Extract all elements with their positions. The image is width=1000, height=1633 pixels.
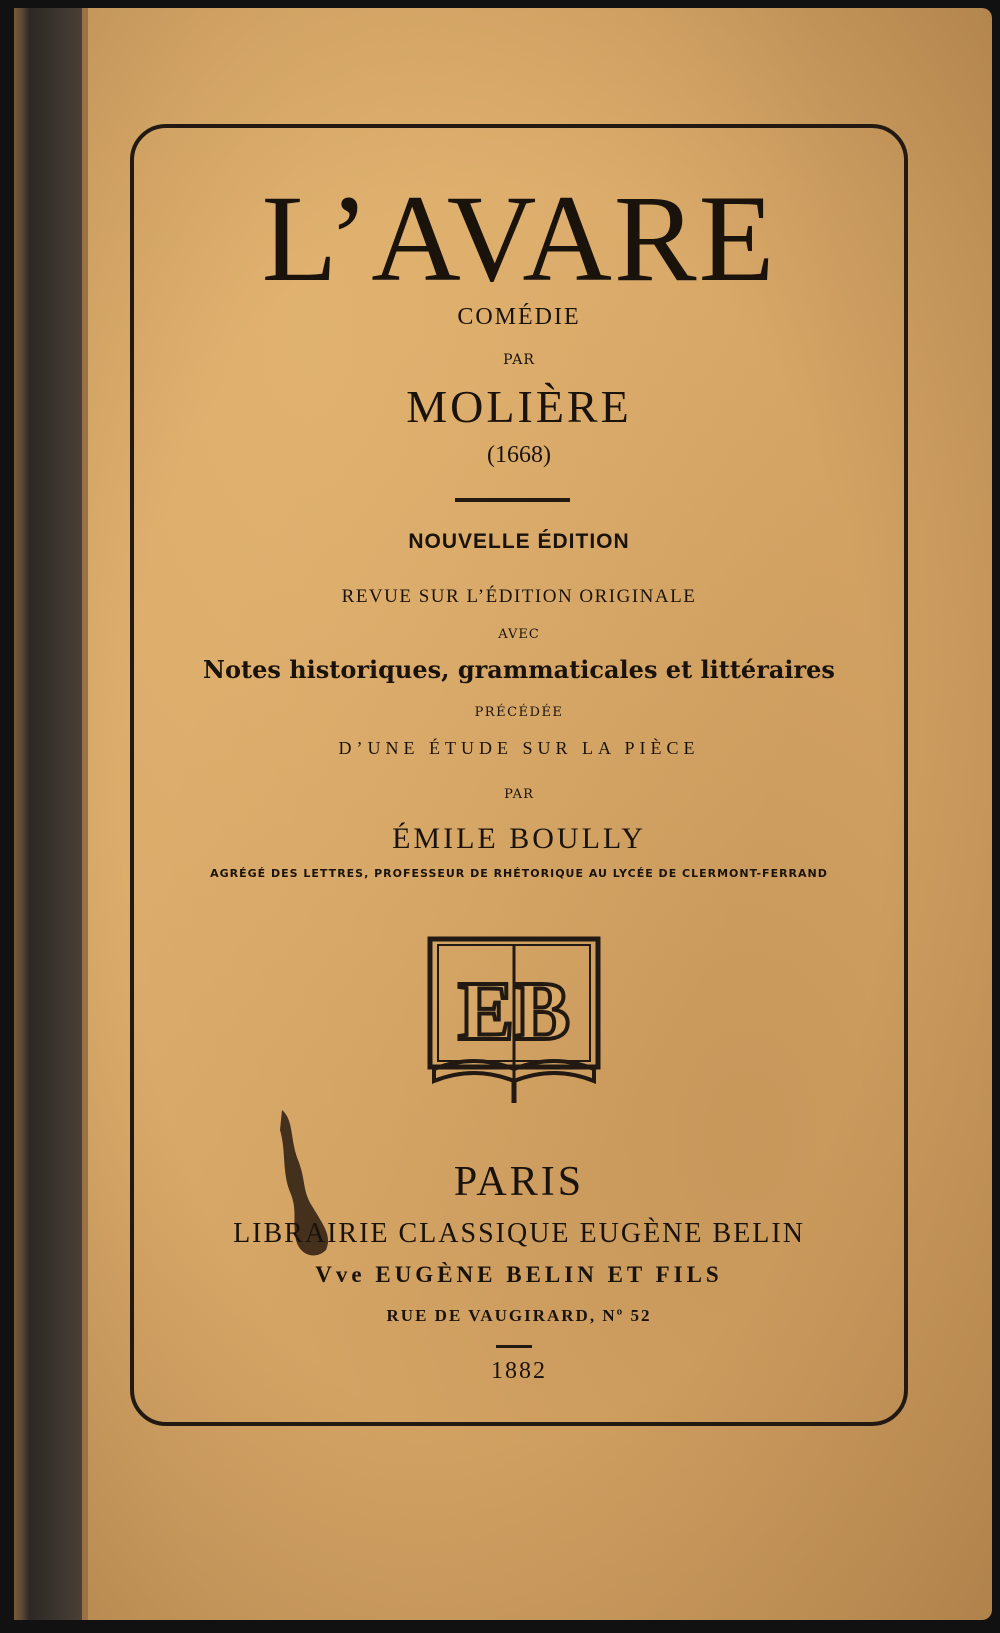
with-label: AVEC (498, 627, 540, 642)
editor-name: ÉMILE BOULLY (392, 822, 646, 855)
publication-date: 1882 (491, 1358, 547, 1384)
book-title: L’AVARE (261, 170, 777, 307)
editor-title: AGRÉGÉ DES LETTRES, PROFESSEUR DE RHÉTORIQUE AU LYCÉE DE CLERMONT-FERRAND (210, 867, 828, 880)
revision: REVUE SUR L’ÉDITION ORIGINALE (341, 586, 697, 607)
study-line: D’UNE ÉTUDE SUR LA PIÈCE (338, 738, 700, 758)
book-spine (14, 8, 84, 1620)
publisher-logo-icon (426, 935, 602, 1107)
year: (1668) (487, 442, 551, 468)
notes-line: Notes historiques, grammaticales et littéraires (203, 655, 835, 684)
author: MOLIÈRE (406, 381, 632, 432)
city: PARIS (453, 1159, 585, 1205)
address: RUE DE VAUGIRARD, Nº 52 (386, 1306, 652, 1325)
logo-text: EB (457, 965, 571, 1058)
publisher-sub: Vve EUGÈNE BELIN ET FILS (315, 1262, 723, 1287)
publisher: LIBRAIRIE CLASSIQUE EUGÈNE BELIN (233, 1218, 805, 1249)
by-label: PAR (503, 352, 535, 368)
preceded-label: PRÉCÉDÉE (474, 705, 564, 720)
edition: NOUVELLE ÉDITION (408, 530, 630, 553)
divider-rule-small (496, 1345, 532, 1348)
genre: COMÉDIE (457, 304, 581, 330)
by-label-2: PAR (504, 787, 534, 802)
spine-edge (82, 8, 88, 1620)
divider-rule (455, 498, 570, 502)
